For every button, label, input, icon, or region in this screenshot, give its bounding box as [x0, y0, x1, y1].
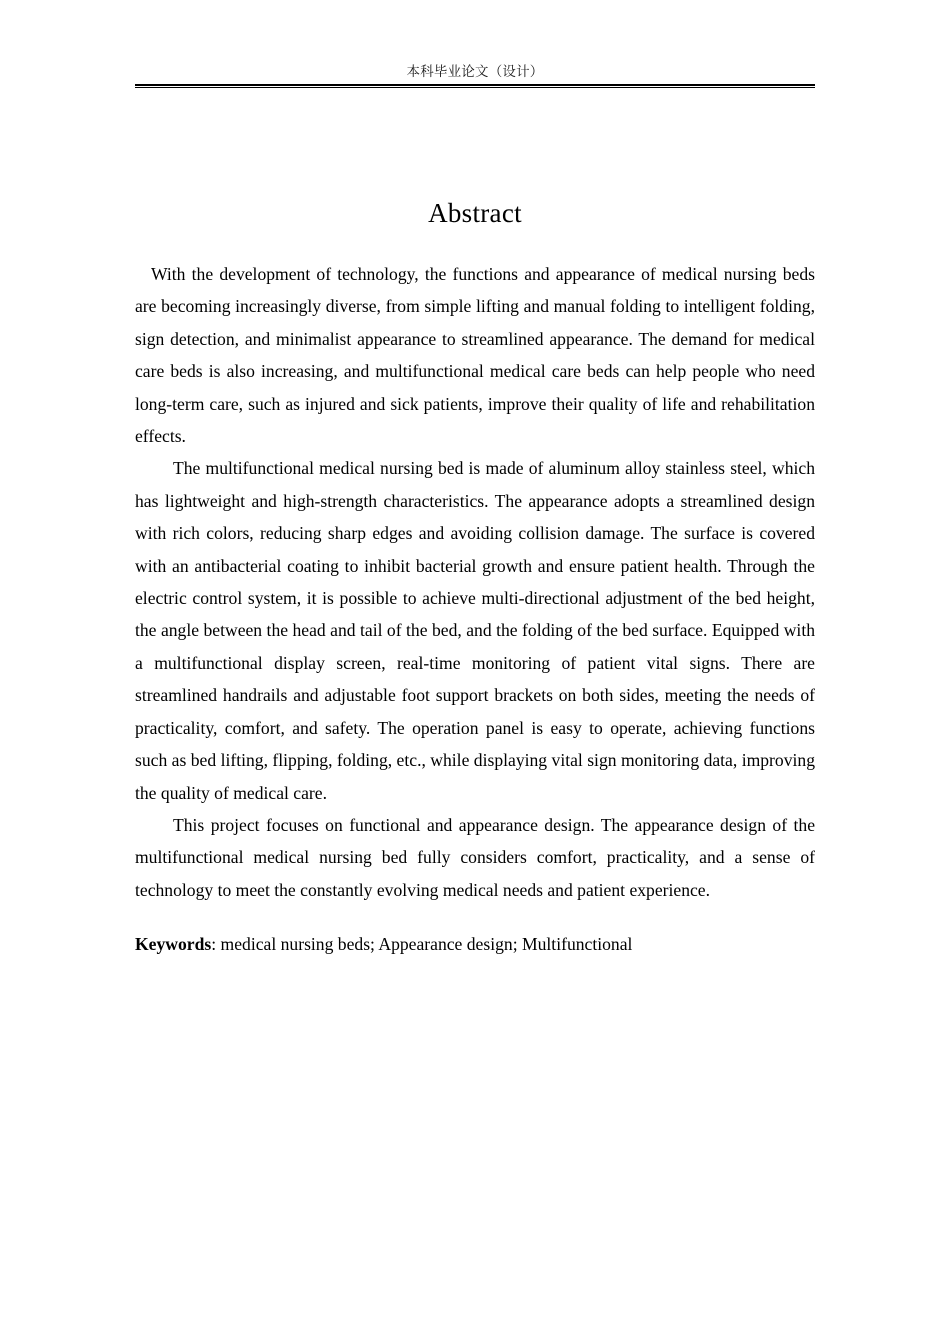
document-body [135, 196, 815, 961]
running-header-text: 本科毕业论文（设计） [406, 64, 544, 80]
abstract-paragraph-1: With the development of technology, the functions and appearance of medical nursing beds are becoming increasingly diverse, from simple lifting and manual folding to intelligent folding, sign detection, and minimalist appearance to streamlined appearance. The demand for medical care beds is also increasing, and multifunctional medical care beds can help people who need long-term care, such as injured and sick patients, improve their quality of life and rehabilitation effects. [135, 264, 815, 447]
keywords-label: Keywords [135, 934, 212, 955]
header-rule-thin [135, 87, 815, 88]
abstract-paragraph-2: The multifunctional medical nursing bed is made of aluminum alloy stainless steel, which has lightweight and high-strength characteristics. The appearance adopts a streamlined design with rich colors, reducing sharp edges and avoiding collision damage. The surface is covered with an antibacterial coating to inhibit bacterial growth and ensure patient health. Through the electric control system, it is possible to achieve multi-directional adjustment of the bed height, the angle between the head and tail of the bed, and the folding of the bed surface. Equipped with a multifunctional display screen, real-time monitoring of patient vital signs. There are streamlined handrails and adjustable foot support brackets on both sides, meeting the needs of practicality, comfort, and safety. The operation panel is easy to operate, achieving functions such as bed lifting, flipping, folding, etc., while displaying vital sign monitoring data, improving the quality of medical care. [135, 458, 815, 803]
keywords-value: medical nursing beds; Appearance design; Multifunctional [220, 934, 633, 955]
keywords-separator: : [211, 934, 221, 955]
header-divider-rule [135, 84, 815, 88]
abstract-paragraph-3: This project focuses on functional and appearance design. The appearance design of the multifunctional medical nursing bed fully considers comfort, practicality, and a sense of technology to meet the constantly evolving medical needs and patient experience. [135, 814, 815, 900]
keywords-line [135, 928, 815, 960]
running-header [135, 62, 815, 82]
header-rule-thick [135, 84, 815, 86]
keywords-spacer [135, 906, 815, 928]
page-title: Abstract [428, 198, 522, 228]
